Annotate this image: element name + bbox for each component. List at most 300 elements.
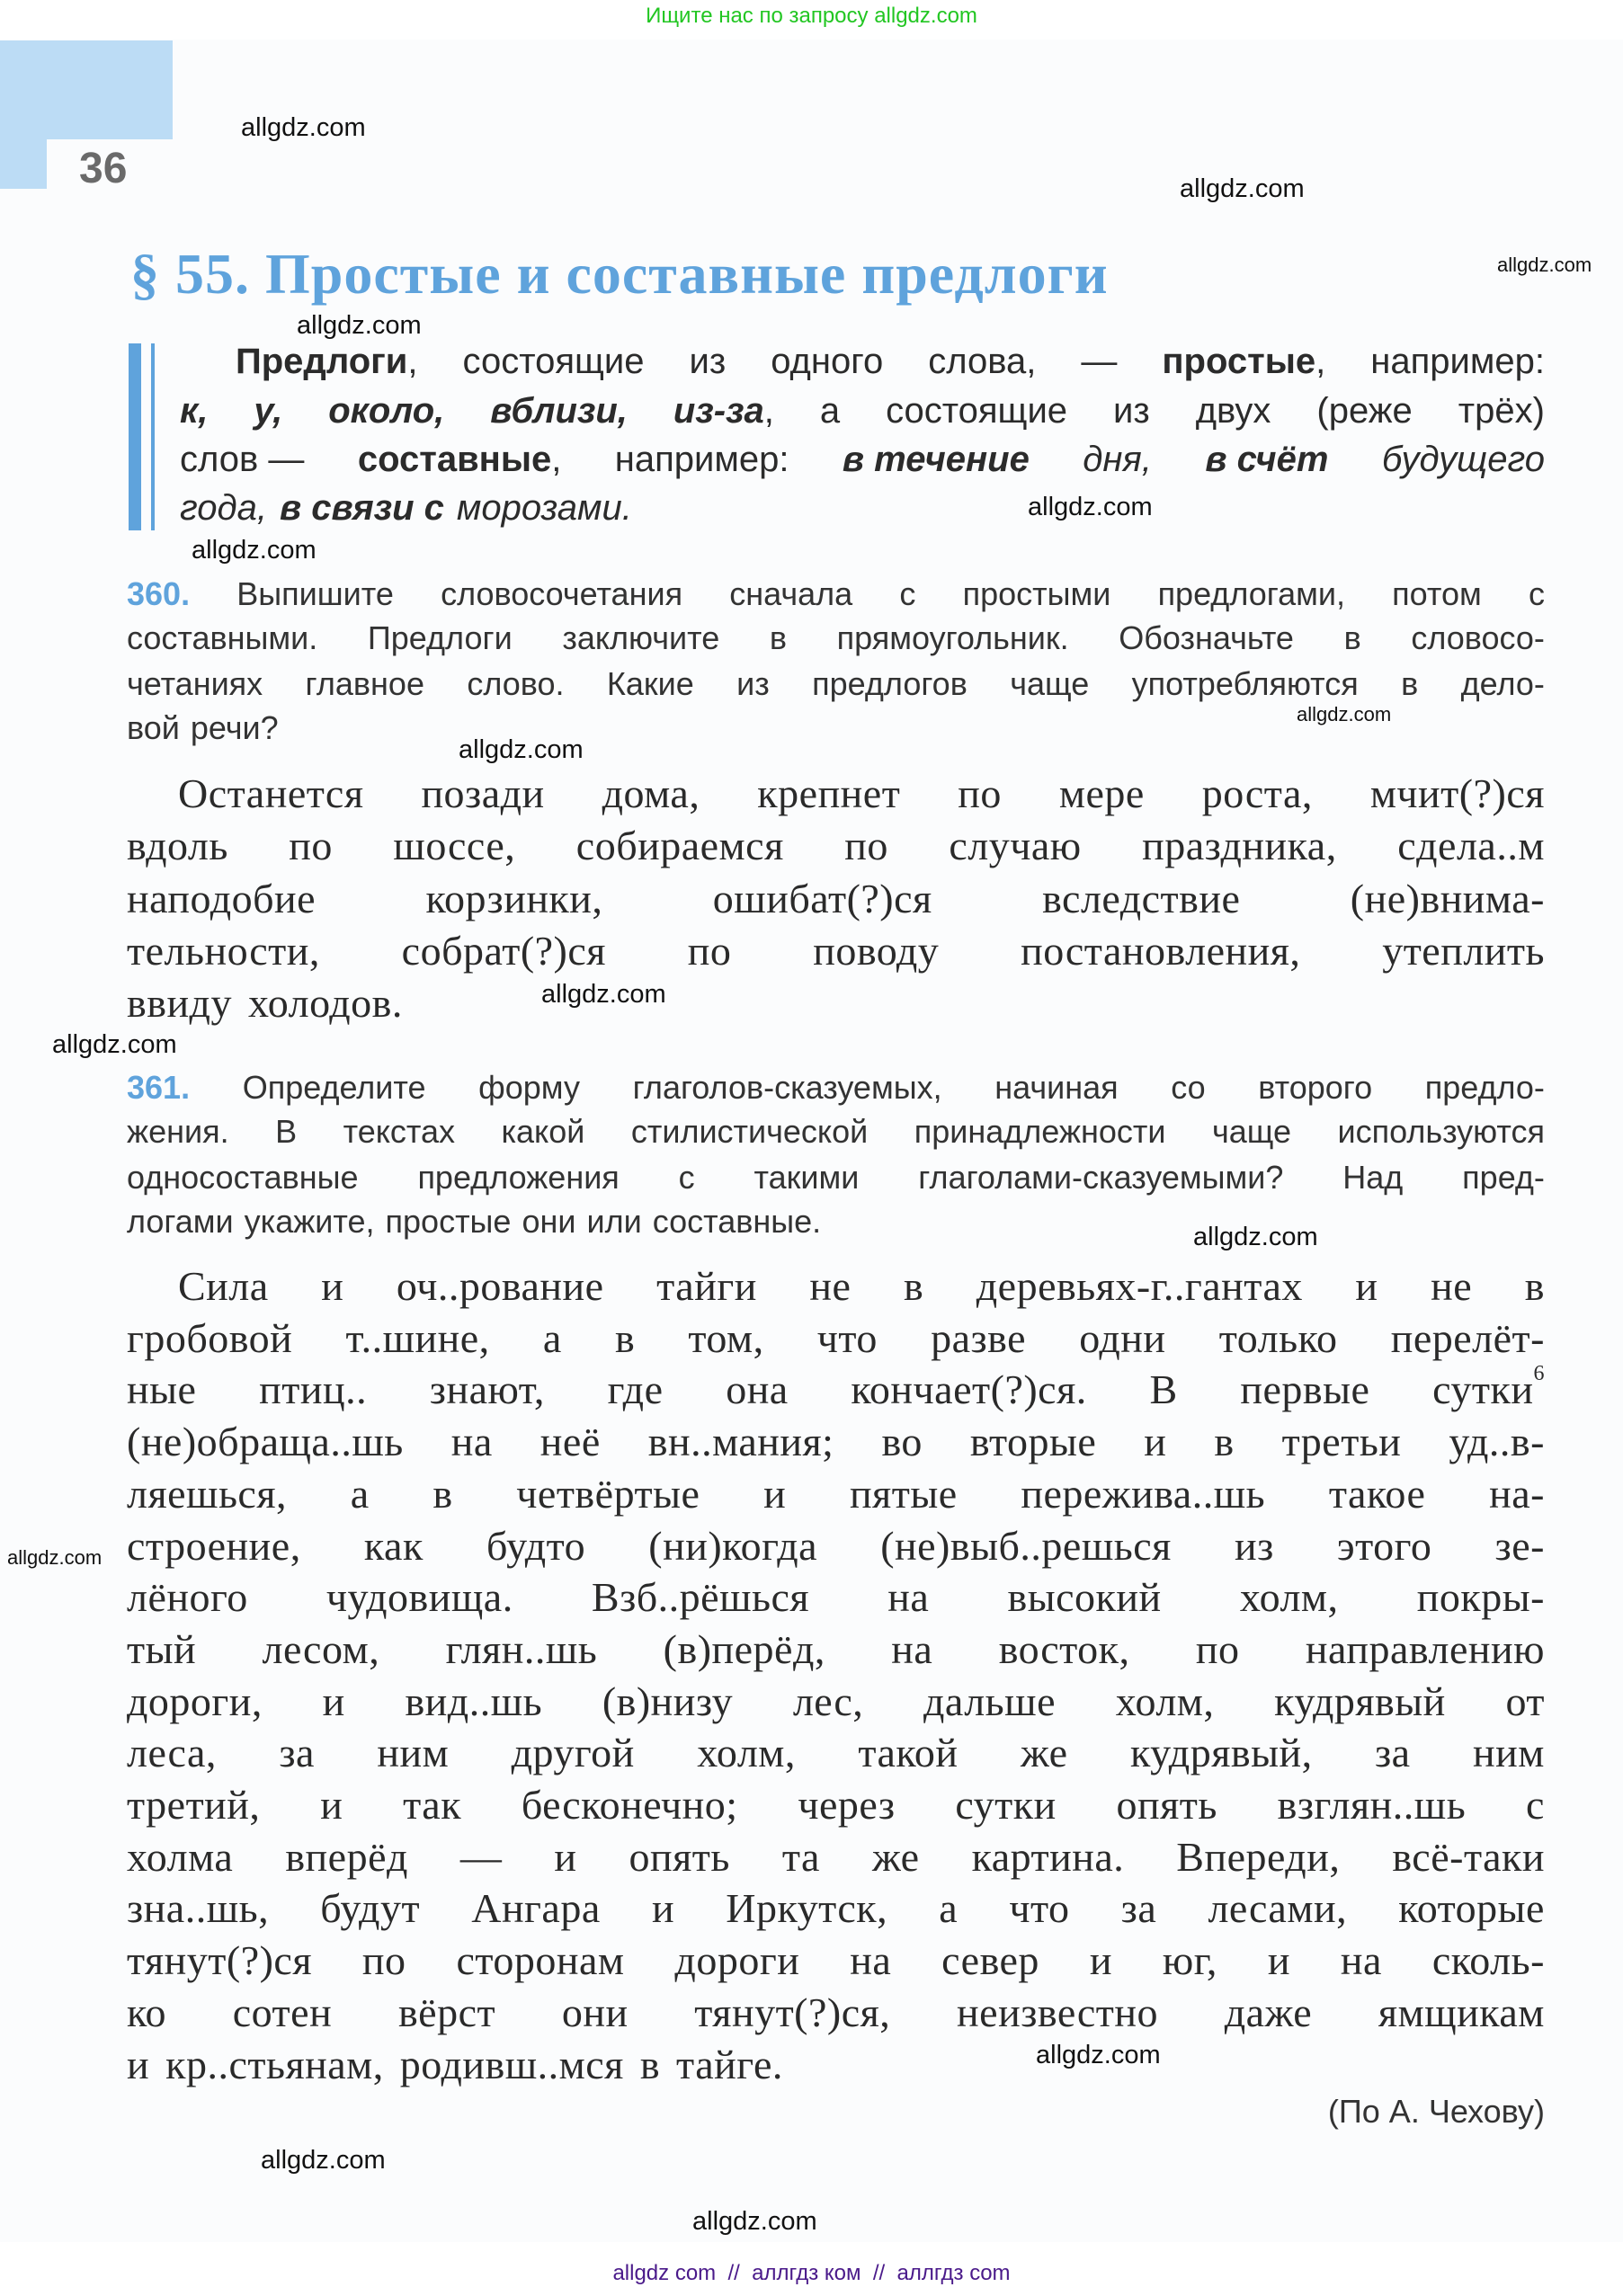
word: используются xyxy=(1337,1113,1545,1150)
word: родивш..мся xyxy=(399,2041,624,2087)
word: ляешься, xyxy=(127,1470,288,1517)
rule-term-part: одного xyxy=(771,342,884,381)
word: и xyxy=(127,2041,150,2087)
word: деревьях-г..гантах xyxy=(976,1263,1303,1309)
rule-term-part: , xyxy=(551,440,562,479)
word: через xyxy=(798,1782,896,1828)
word: перелёт- xyxy=(1390,1314,1545,1361)
word: гробовой xyxy=(127,1314,293,1361)
word: утеплить xyxy=(1382,927,1545,974)
rule-line xyxy=(180,488,1545,529)
word: и xyxy=(763,1470,787,1517)
text-line xyxy=(127,1314,1545,1362)
word: с xyxy=(1525,1782,1545,1828)
word: холм, xyxy=(1239,1574,1339,1621)
watermark-text: allgdz.com xyxy=(241,113,366,142)
rule-line xyxy=(236,342,1545,382)
text-line xyxy=(127,822,1545,869)
word: в xyxy=(769,619,787,656)
text-line xyxy=(127,1470,1545,1517)
word: форму xyxy=(478,1069,580,1106)
text-line xyxy=(127,1833,1545,1881)
word: том, xyxy=(688,1314,764,1361)
text-line xyxy=(127,1936,1545,1984)
word: вн..мания; xyxy=(647,1419,834,1465)
word: знают, xyxy=(429,1366,545,1413)
rule-term xyxy=(236,342,418,382)
word: кр..стьянам, xyxy=(165,2041,384,2087)
rule-term-part: простые xyxy=(1162,342,1316,381)
watermark-text: allgdz.com xyxy=(459,735,584,764)
word: простыми xyxy=(962,575,1111,612)
word: сутки$^6$ xyxy=(1432,1362,1545,1413)
word: на xyxy=(1340,1937,1382,1984)
rule-term xyxy=(843,440,1030,480)
word: кончает(?)ся. xyxy=(851,1366,1087,1413)
word: на- xyxy=(1489,1470,1545,1517)
word: словосочетания xyxy=(441,575,683,612)
word: постановления, xyxy=(1021,927,1301,974)
task-line xyxy=(127,1203,1545,1241)
word: такое xyxy=(1328,1470,1426,1517)
word: которые xyxy=(1398,1885,1545,1932)
rule-term xyxy=(820,391,840,432)
word: в xyxy=(1524,1263,1545,1309)
word: холодов. xyxy=(247,980,403,1027)
word: (ни)когда xyxy=(648,1522,818,1569)
rule-term xyxy=(1196,391,1271,432)
word: оч..рование xyxy=(396,1263,604,1309)
rule-term-part: (реже xyxy=(1316,391,1413,431)
word: пятые xyxy=(849,1470,958,1517)
footnote-marker[interactable]: 6 xyxy=(1533,1362,1545,1386)
word: праздника, xyxy=(1142,823,1337,869)
watermark-text: allgdz.com xyxy=(1028,493,1153,521)
footer-links[interactable]: allgdz com // аллгдз ком // аллгдз com xyxy=(612,2261,1011,2285)
text-line xyxy=(127,1418,1545,1465)
text-line xyxy=(127,1729,1545,1776)
text-line xyxy=(127,2041,1545,2088)
rule-term xyxy=(180,488,267,529)
word: и xyxy=(321,1263,344,1309)
word: В xyxy=(1149,1366,1178,1413)
rule-term xyxy=(1081,342,1117,382)
word: направлению xyxy=(1305,1625,1545,1672)
word: опять xyxy=(1116,1782,1217,1828)
task-line xyxy=(127,1159,1545,1197)
rule-term-part: из xyxy=(689,342,727,381)
word: какой xyxy=(501,1113,585,1150)
word: другой xyxy=(511,1730,635,1776)
word: в xyxy=(1401,665,1419,702)
word: вперёд xyxy=(285,1833,408,1880)
word: сотен xyxy=(232,1989,333,2035)
word: предлогами, xyxy=(1157,575,1345,612)
rule-term-part: в течение xyxy=(842,440,1030,479)
rule-term-part: состоящие xyxy=(886,391,1068,431)
task-line xyxy=(127,619,1545,657)
word: Останется xyxy=(178,770,364,816)
word: стилистической xyxy=(630,1113,869,1150)
rule-term-part: Предлоги xyxy=(236,342,408,381)
watermark-text: allgdz.com xyxy=(1297,703,1392,725)
rule-term-part: а xyxy=(819,391,841,431)
rule-term xyxy=(673,391,774,432)
word: случаю xyxy=(949,823,1082,869)
word: же xyxy=(1020,1730,1068,1776)
rule-term xyxy=(1458,391,1545,432)
word: крепнет xyxy=(757,770,901,816)
word: неизвестно xyxy=(957,1989,1159,2035)
rule-term xyxy=(886,391,1067,432)
word: (не)обраща..шь xyxy=(127,1419,404,1465)
word: как xyxy=(363,1522,424,1569)
word: с xyxy=(678,1159,695,1196)
word: и xyxy=(1355,1263,1378,1309)
word: этого xyxy=(1336,1522,1432,1569)
text-line xyxy=(178,1262,1545,1310)
rule-term-part: вблизи, xyxy=(490,391,628,431)
word: потом xyxy=(1392,575,1482,612)
rule-term-part: слов — xyxy=(180,440,305,479)
text-line xyxy=(127,1989,1545,2036)
word: зе- xyxy=(1494,1522,1545,1569)
word: ямщикам xyxy=(1378,1989,1545,2035)
word: вой xyxy=(127,709,180,746)
rule-term-part: около, xyxy=(328,391,445,431)
word: на xyxy=(450,1419,493,1465)
word: со xyxy=(1171,1069,1206,1106)
rule-term-part: — xyxy=(1081,342,1118,381)
word: Иркутск, xyxy=(726,1885,888,1932)
word: словосо- xyxy=(1411,619,1545,656)
word: третьи xyxy=(1281,1419,1402,1465)
word: в xyxy=(1214,1419,1235,1465)
rule-term xyxy=(1205,440,1328,480)
word: в xyxy=(433,1470,453,1517)
word: холм, xyxy=(1115,1678,1215,1724)
word: сдела..м xyxy=(1397,823,1545,869)
text-line xyxy=(127,1781,1545,1829)
rule-term-part: из-за xyxy=(673,391,764,431)
word: или xyxy=(586,1203,642,1240)
rule-term xyxy=(1083,440,1152,480)
word: предлогов xyxy=(812,665,968,702)
rule-term xyxy=(1382,440,1545,480)
word: Взб..рёшься xyxy=(591,1574,810,1621)
text-line xyxy=(127,1678,1545,1725)
watermark-text: allgdz.com xyxy=(297,311,422,340)
rule-term-part: из xyxy=(1113,391,1150,431)
word: а xyxy=(542,1314,562,1361)
word: они xyxy=(561,1989,629,2035)
watermark-text: allgdz.com xyxy=(692,2207,817,2236)
word: же xyxy=(871,1833,920,1880)
word: ним xyxy=(1473,1730,1545,1776)
word: логами xyxy=(127,1203,234,1240)
word: зна..шь, xyxy=(127,1885,270,1932)
word: по xyxy=(1195,1625,1240,1672)
word: взглян..шь xyxy=(1277,1782,1467,1828)
word: леса, xyxy=(127,1730,217,1776)
word: четвёртые xyxy=(516,1470,700,1517)
word: позади xyxy=(421,770,545,816)
rule-term xyxy=(180,391,208,432)
word: на xyxy=(891,1625,933,1672)
page-tab-decoration xyxy=(0,40,173,139)
word: по xyxy=(844,823,888,869)
rule-term-part: трёх) xyxy=(1458,391,1545,431)
word: а xyxy=(350,1470,370,1517)
word: на xyxy=(850,1937,892,1984)
word: пред- xyxy=(1462,1159,1545,1196)
rule-term-part: , xyxy=(763,391,774,431)
word: от xyxy=(1505,1678,1545,1724)
search-banner: Ищите нас по запросу allgdz.com xyxy=(646,4,977,28)
word: ные xyxy=(127,1366,197,1413)
word: первые xyxy=(1240,1366,1370,1413)
rule-term xyxy=(254,391,282,432)
word: дороги xyxy=(674,1937,800,1984)
word: за xyxy=(279,1730,315,1776)
word: в xyxy=(903,1263,924,1309)
word: в xyxy=(639,2041,661,2087)
word: составные. xyxy=(652,1203,822,1240)
word: уд..в- xyxy=(1449,1419,1545,1465)
rule-term xyxy=(463,342,645,382)
text-line xyxy=(127,1884,1545,1932)
word: вследствие xyxy=(1042,875,1241,921)
rule-term xyxy=(928,342,1036,382)
rule-term-part: морозами. xyxy=(456,488,632,528)
word: начиная xyxy=(994,1069,1119,1106)
word: во xyxy=(881,1419,923,1465)
word: поводу xyxy=(813,927,940,974)
text-line xyxy=(127,979,1545,1027)
word: ко xyxy=(127,1989,167,2035)
rule-term-part: года, xyxy=(180,488,267,528)
word: слово. xyxy=(467,665,565,702)
word: глаголов-сказуемых, xyxy=(632,1069,942,1106)
section-title: § 55. Простые и составные предлоги xyxy=(130,242,1109,306)
rule-term xyxy=(1162,342,1325,382)
word: мчит(?)ся xyxy=(1369,770,1545,816)
watermark-text: allgdz.com xyxy=(1036,2041,1161,2069)
word: сколь- xyxy=(1431,1937,1545,1984)
rule-term xyxy=(280,488,444,529)
word: дороги, xyxy=(127,1678,263,1724)
rule-term xyxy=(358,440,562,480)
word: они xyxy=(522,1203,576,1240)
word: (в)низу xyxy=(602,1678,734,1724)
word: второго xyxy=(1258,1069,1373,1106)
page-number: 36 xyxy=(79,145,128,192)
text-line xyxy=(178,770,1545,817)
word: заключите xyxy=(562,619,720,656)
task-line xyxy=(127,1113,1545,1151)
rule-term-part: например: xyxy=(1370,342,1545,381)
task-line xyxy=(127,665,1545,703)
rule-term xyxy=(328,391,444,432)
word: кудрявый xyxy=(1274,1678,1446,1724)
word: Выпишите xyxy=(236,575,394,612)
word: чаще xyxy=(1211,1113,1291,1150)
rule-term xyxy=(690,342,727,382)
word: Сила xyxy=(178,1263,269,1309)
word: даже xyxy=(1224,1989,1313,2035)
word: только xyxy=(1218,1314,1338,1361)
word: тянут(?)ся xyxy=(127,1937,313,1984)
word: лесами, xyxy=(1208,1885,1348,1932)
word: четаниях xyxy=(127,665,263,702)
word: в xyxy=(614,1314,636,1361)
rule-term-part: дня, xyxy=(1083,440,1152,479)
rule-marker-bar xyxy=(129,343,141,530)
word: такой xyxy=(858,1730,959,1776)
word: лесом, xyxy=(262,1625,380,1672)
word: на xyxy=(887,1574,930,1621)
word: с xyxy=(1528,575,1545,612)
text-line xyxy=(127,1522,1545,1570)
word: речи? xyxy=(190,709,279,746)
word: употребляются xyxy=(1131,665,1359,702)
word: главное xyxy=(305,665,424,702)
word: Обозначьте xyxy=(1119,619,1294,656)
word: по xyxy=(289,823,333,869)
text-attribution: (По А. Чехову) xyxy=(1327,2093,1545,2130)
rule-term xyxy=(1113,391,1150,432)
word: строение, xyxy=(127,1522,301,1569)
word: из xyxy=(736,665,770,702)
rule-term-part: , xyxy=(407,342,418,381)
rule-term-part: у, xyxy=(254,391,283,431)
word: холма xyxy=(127,1833,234,1880)
word: что xyxy=(1009,1885,1070,1932)
word: роста, xyxy=(1201,770,1313,816)
rule-term-part: к, xyxy=(180,391,209,431)
word: (не)выб..решься xyxy=(880,1522,1172,1569)
word: будут xyxy=(320,1885,421,1932)
word: прямоугольник. xyxy=(836,619,1069,656)
word: и xyxy=(1267,1937,1290,1984)
rule-term-part: слова, xyxy=(928,342,1037,381)
word: одни xyxy=(1079,1314,1166,1361)
watermark-text: allgdz.com xyxy=(1497,254,1592,276)
rule-term-part: , xyxy=(1315,342,1326,381)
text-line xyxy=(127,1625,1545,1673)
word: тый xyxy=(127,1625,197,1672)
watermark-text: allgdz.com xyxy=(261,2146,386,2175)
watermark-text: allgdz.com xyxy=(192,536,317,565)
rule-term-part: например: xyxy=(614,440,789,479)
word: собираемся xyxy=(575,823,784,869)
word: птиц.. xyxy=(259,1366,368,1413)
watermark-text: allgdz.com xyxy=(7,1546,103,1569)
word: по xyxy=(958,770,1002,816)
word: вёрст xyxy=(397,1989,496,2035)
word: ошибат(?)ся xyxy=(712,875,932,921)
word: Впереди, xyxy=(1176,1833,1341,1880)
rule-term-part: будущего xyxy=(1381,440,1545,479)
word: корзинки, xyxy=(425,875,603,921)
word: Предлоги xyxy=(367,619,513,656)
word: где xyxy=(607,1366,664,1413)
word: и xyxy=(651,1885,675,1932)
word: не xyxy=(809,1263,852,1309)
word: — xyxy=(459,1833,503,1880)
word: восток, xyxy=(998,1625,1130,1672)
rule-term xyxy=(615,440,789,480)
word: и xyxy=(1144,1419,1167,1465)
text-line xyxy=(127,875,1545,922)
word: глаголами-сказуемыми? xyxy=(918,1159,1284,1196)
word: составными. xyxy=(127,619,318,656)
word: пережива..шь xyxy=(1021,1470,1266,1517)
word: предло- xyxy=(1424,1069,1545,1106)
word: (не)внима- xyxy=(1350,875,1545,921)
rule-term xyxy=(1370,342,1545,382)
word: вдоль xyxy=(127,823,228,869)
exercise-number: 360. xyxy=(127,575,191,612)
word: холм, xyxy=(697,1730,796,1776)
word: сначала xyxy=(729,575,853,612)
word: Над xyxy=(1342,1159,1404,1196)
rule-term xyxy=(771,342,883,382)
rule-marker-bar-thin xyxy=(151,343,155,530)
word: юг, xyxy=(1162,1937,1217,1984)
rule-term-part: состоящие xyxy=(462,342,645,381)
word: что xyxy=(816,1314,878,1361)
word: и xyxy=(320,1782,343,1828)
rule-line xyxy=(180,440,1545,480)
watermark-text: allgdz.com xyxy=(541,980,666,1009)
watermark-text: allgdz.com xyxy=(52,1030,177,1059)
word: укажите, xyxy=(244,1203,375,1240)
word: будто xyxy=(486,1522,586,1569)
word: ним xyxy=(377,1730,450,1776)
word: текстах xyxy=(343,1113,455,1150)
word: В xyxy=(275,1113,298,1150)
watermark-text: allgdz.com xyxy=(1193,1223,1318,1251)
rule-term xyxy=(490,391,628,432)
word: глян..шь xyxy=(445,1625,598,1672)
task-line xyxy=(127,1069,1545,1107)
rule-line xyxy=(180,391,1545,432)
word: в xyxy=(1343,619,1361,656)
word: картина. xyxy=(971,1833,1125,1880)
word: а xyxy=(939,1885,959,1932)
word: (в)перёд, xyxy=(663,1625,825,1672)
text-line xyxy=(127,1362,1545,1413)
word: сутки xyxy=(955,1782,1057,1828)
word: та xyxy=(781,1833,820,1880)
watermark-text: allgdz.com xyxy=(1180,174,1305,203)
word: она xyxy=(726,1366,789,1413)
rule-term xyxy=(457,488,632,529)
word: всё-таки xyxy=(1392,1833,1545,1880)
word: разве xyxy=(931,1314,1027,1361)
word: тайге. xyxy=(676,2041,783,2087)
word: дело- xyxy=(1460,665,1545,702)
task-line xyxy=(127,575,1545,613)
word: за xyxy=(1375,1730,1411,1776)
exercise-number: 361. xyxy=(127,1069,191,1106)
word: Определите xyxy=(242,1069,426,1106)
word: такими xyxy=(754,1159,860,1196)
word: тянут(?)ся, xyxy=(694,1989,891,2035)
word: сторонам xyxy=(456,1937,625,1984)
word: за xyxy=(1120,1885,1157,1932)
